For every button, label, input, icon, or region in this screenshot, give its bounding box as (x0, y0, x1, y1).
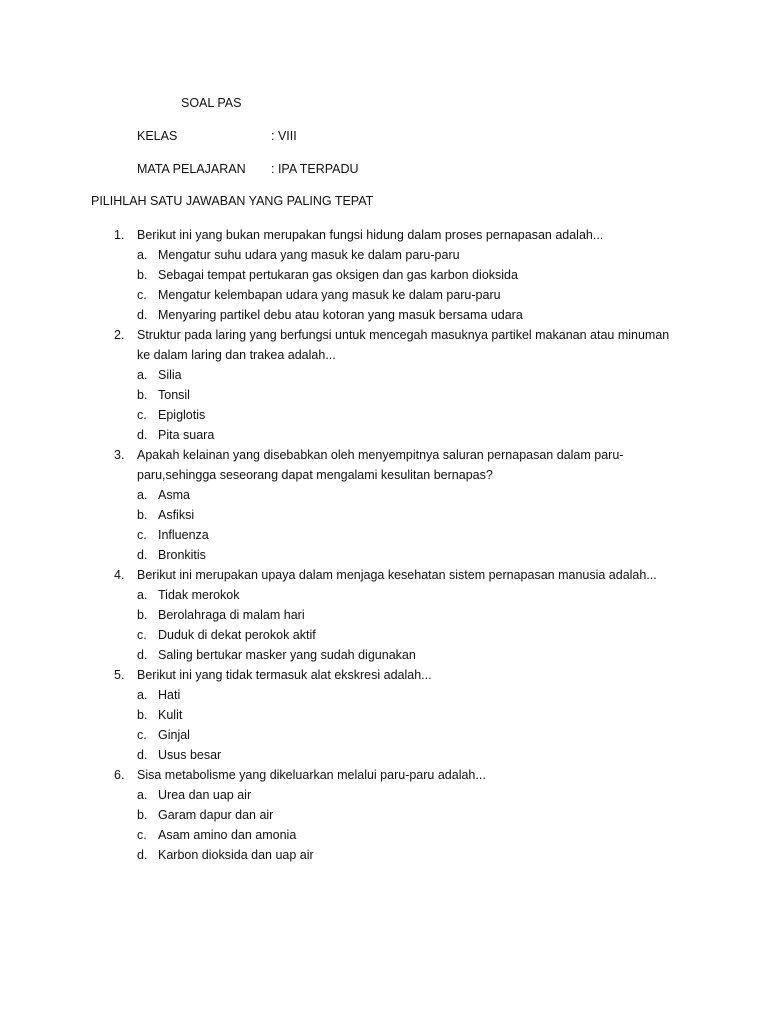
option-letter: a. (137, 788, 148, 802)
option-c (0, 405, 768, 425)
option-d (0, 845, 768, 865)
question-text: Berikut ini yang tidak termasuk alat ekskresi adalah... (137, 668, 432, 682)
option-text: Tonsil (158, 388, 190, 402)
option-b (0, 265, 768, 285)
option-letter: c. (137, 828, 147, 842)
option-letter: a. (137, 488, 148, 502)
question-number: 3. (114, 448, 125, 462)
option-letter: c. (137, 628, 147, 642)
option-a (0, 485, 768, 505)
option-text: Asma (158, 488, 190, 502)
option-c (0, 725, 768, 745)
question-1 (0, 225, 768, 325)
option-text: Ginjal (158, 728, 190, 742)
option-text: Usus besar (158, 748, 222, 762)
question-2 (0, 325, 768, 445)
option-text: Pita suara (158, 428, 215, 442)
option-letter: b. (137, 508, 148, 522)
option-text: Karbon dioksida dan uap air (158, 848, 314, 862)
option-text: Sebagai tempat pertukaran gas oksigen dan gas karbon dioksida (158, 268, 518, 282)
question-list (0, 225, 768, 865)
question-text: paru,sehingga seseorang dapat mengalami kesulitan bernapas? (137, 468, 493, 482)
question-line (0, 665, 768, 685)
option-d (0, 545, 768, 565)
option-letter: d. (137, 308, 148, 322)
option-letter: d. (137, 548, 148, 562)
option-a (0, 365, 768, 385)
option-letter: b. (137, 708, 148, 722)
option-letter: b. (137, 808, 148, 822)
question-text: Struktur pada laring yang berfungsi untuk mencegah masuknya partikel makanan atau minuman (137, 328, 670, 342)
question-line (0, 445, 768, 465)
option-letter: c. (137, 408, 147, 422)
option-letter: b. (137, 268, 148, 282)
option-a (0, 245, 768, 265)
option-text: Garam dapur dan air (158, 808, 274, 822)
option-text: Influenza (158, 528, 209, 542)
option-c (0, 525, 768, 545)
option-d (0, 645, 768, 665)
question-line-continued (0, 465, 768, 485)
option-text: Kulit (158, 708, 183, 722)
option-letter: a. (137, 688, 148, 702)
question-line-continued (0, 345, 768, 365)
kelas-label: KELAS (137, 129, 178, 143)
option-text: Mengatur kelembapan udara yang masuk ke dalam paru-paru (158, 288, 501, 302)
option-letter: a. (137, 588, 148, 602)
option-letter: b. (137, 388, 148, 402)
option-text: Mengatur suhu udara yang masuk ke dalam paru-paru (158, 248, 460, 262)
option-text: Duduk di dekat perokok aktif (158, 628, 316, 642)
option-letter: d. (137, 428, 148, 442)
question-text: Berikut ini merupakan upaya dalam menjaga kesehatan sistem pernapasan manusia adalah... (137, 568, 657, 582)
option-text: Asfiksi (158, 508, 195, 522)
mapel-label: MATA PELAJARAN (137, 162, 246, 176)
option-text: Silia (158, 368, 182, 382)
mapel-value: : IPA TERPADU (271, 162, 359, 176)
option-c (0, 625, 768, 645)
option-d (0, 745, 768, 765)
question-5 (0, 665, 768, 765)
option-a (0, 685, 768, 705)
option-b (0, 805, 768, 825)
option-b (0, 385, 768, 405)
question-number: 1. (114, 228, 125, 242)
question-4 (0, 565, 768, 665)
question-number: 4. (114, 568, 125, 582)
option-text: Berolahraga di malam hari (158, 608, 305, 622)
option-d (0, 305, 768, 325)
option-text: Menyaring partikel debu atau kotoran yang masuk bersama udara (158, 308, 523, 322)
kelas-value: : VIII (271, 129, 297, 143)
question-number: 6. (114, 768, 125, 782)
option-text: Urea dan uap air (158, 788, 252, 802)
question-text: Sisa metabolisme yang dikeluarkan melalui paru-paru adalah... (137, 768, 486, 782)
question-text: Apakah kelainan yang disebabkan oleh menyempitnya saluran pernapasan dalam paru- (137, 448, 624, 462)
option-text: Bronkitis (158, 548, 206, 562)
instruction-text: PILIHLAH SATU JAWABAN YANG PALING TEPAT (91, 194, 374, 208)
question-line (0, 325, 768, 345)
question-text: ke dalam laring dan trakea adalah... (137, 348, 336, 362)
question-number: 2. (114, 328, 125, 342)
option-b (0, 705, 768, 725)
option-a (0, 585, 768, 605)
option-letter: c. (137, 288, 147, 302)
option-letter: b. (137, 608, 148, 622)
question-3 (0, 445, 768, 565)
option-c (0, 825, 768, 845)
option-letter: c. (137, 528, 147, 542)
option-text: Hati (158, 688, 181, 702)
option-letter: d. (137, 748, 148, 762)
option-letter: d. (137, 848, 148, 862)
option-c (0, 285, 768, 305)
question-line (0, 565, 768, 585)
option-text: Tidak merokok (158, 588, 240, 602)
option-text: Epiglotis (158, 408, 206, 422)
document-title: SOAL PAS (181, 96, 242, 110)
question-6 (0, 765, 768, 865)
option-letter: a. (137, 368, 148, 382)
question-text: Berikut ini yang bukan merupakan fungsi hidung dalam proses pernapasan adalah... (137, 228, 604, 242)
option-letter: a. (137, 248, 148, 262)
question-line (0, 225, 768, 245)
option-a (0, 785, 768, 805)
option-text: Asam amino dan amonia (158, 828, 297, 842)
question-line (0, 765, 768, 785)
option-text: Saling bertukar masker yang sudah digunakan (158, 648, 416, 662)
option-letter: c. (137, 728, 147, 742)
option-letter: d. (137, 648, 148, 662)
option-b (0, 605, 768, 625)
option-d (0, 425, 768, 445)
option-b (0, 505, 768, 525)
question-number: 5. (114, 668, 125, 682)
